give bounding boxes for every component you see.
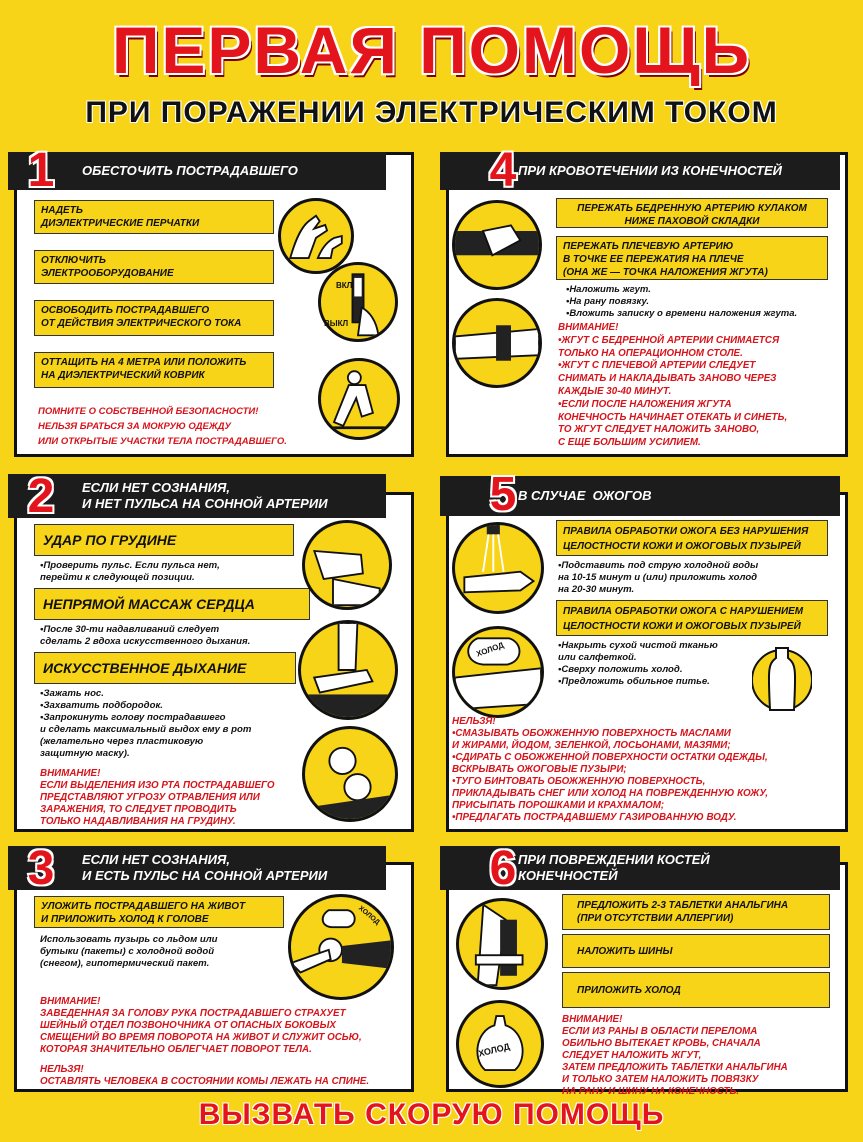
p4-step-brachial: ПЕРЕЖАТЬ ПЛЕЧЕВУЮ АРТЕРИЮ В ТОЧКЕ ЕЕ ПЕРЕЖАТИЯ НА ПЛЕЧЕ (ОНА ЖЕ — ТОЧКА НАЛОЖЕНИЯ ЖГУТА) xyxy=(556,236,828,280)
poster-title: ПЕРВАЯ ПОМОЩЬ xyxy=(111,13,752,87)
chest-thump-icon xyxy=(305,523,389,607)
rescuer-dragging-icon xyxy=(321,361,397,437)
p1-gloves-illustration xyxy=(278,198,354,274)
p2-cpr-text: •После 30-ти надавливаний следует сделать 2 вдоха искусственного дыхания. xyxy=(40,624,251,647)
p3-warning: ВНИМАНИЕ! ЗАВЕДЕННАЯ ЗА ГОЛОВУ РУКА ПОСТРАДАВШЕГО СТРАХУЕТ ШЕЙНЫЙ ОТДЕЛ ПОЗВОНОЧНИКА ОТ ОПАСНЫХ БОКОВЫХ СМЕЩЕНИЙ ВО ВРЕМЯ ПОВОРОТА НА ЖИВОТ И СЛУЖИТ ОСЬЮ, КОТОРАЯ ЗНАЧИТЕЛЬНО ОБЛЕГЧАЕТ ПОВОРОТ ТЕЛА. xyxy=(40,996,362,1055)
p5-water-illustration xyxy=(452,522,544,614)
panel-2-number: 2 xyxy=(27,470,55,523)
p5-bottle-illustration xyxy=(752,640,812,720)
p1-step-switch-off: ОТКЛЮЧИТЬ ЭЛЕКТРООБОРУДОВАНИЕ xyxy=(34,250,274,284)
p1-switch-on-label: ВКЛ xyxy=(336,281,353,290)
panel-1-heading-text: ОБЕСТОЧИТЬ ПОСТРАДАВШЕГО xyxy=(82,163,298,178)
p2-thump-text: •Проверить пульс. Если пульса нет, перейти к следующей позиции. xyxy=(40,560,220,583)
p1-drag-illustration xyxy=(318,358,400,440)
gloves-icon xyxy=(281,201,351,271)
p2-thump-illustration xyxy=(302,520,392,610)
panel-4-heading-text: ПРИ КРОВОТЕЧЕНИИ ИЗ КОНЕЧНОСТЕЙ xyxy=(518,163,782,178)
panel-1-number: 1 xyxy=(27,144,55,197)
p4-instructions: •Наложить жгут. •На рану повязку. •Вложить записку о времени наложения жгута. xyxy=(566,284,798,319)
p2-breathing-illustration xyxy=(302,726,398,822)
mouth-to-mouth-icon xyxy=(305,729,395,819)
panel-3-number: 3 xyxy=(27,842,55,895)
p2-breathing-text: •Зажать нос. •Захватить подбородок. •Запрокинуть голову пострадавшего и сделать максимальный выдох ему в рот (желательно через пластиковую защитную маску). xyxy=(40,688,252,759)
p5-ice-label: ХОЛОД xyxy=(475,640,506,659)
p5-rules-broken: ПРАВИЛА ОБРАБОТКИ ОЖОГА С НАРУШЕНИЕМ ЦЕЛОСТНОСТИ КОЖИ И ОЖОГОВЫХ ПУЗЫРЕЙ xyxy=(556,600,828,636)
p1-step-gloves: НАДЕТЬ ДИЭЛЕКТРИЧЕСКИЕ ПЕРЧАТКИ xyxy=(34,200,274,234)
panel-5-number: 5 xyxy=(489,468,517,521)
p6-splint-illustration xyxy=(456,898,548,990)
p1-warning: ПОМНИТЕ О СОБСТВЕННОЙ БЕЗОПАСНОСТИ! НЕЛЬЗЯ БРАТЬСЯ ЗА МОКРУЮ ОДЕЖДУ ИЛИ ОТКРЫТЫЕ УЧАСТКИ ТЕЛА ПОСТРАДАВШЕГО. xyxy=(38,406,287,447)
p2-warning: ВНИМАНИЕ! ЕСЛИ ВЫДЕЛЕНИЯ ИЗО РТА ПОСТРАДАВШЕГО ПРЕДСТАВЛЯЮТ УГРОЗУ ОТРАВЛЕНИЯ ИЛИ ЗАРАЖЕНИЯ, ТО СЛЕДУЕТ ПРОВОДИТЬ ТОЛЬКО НАДАВЛИВАНИЯ НА ГРУДИНУ. xyxy=(40,768,275,827)
call-ambulance-banner: ВЫЗВАТЬ СКОРУЮ ПОМОЩЬ xyxy=(198,1098,665,1131)
p4-step-femoral: ПЕРЕЖАТЬ БЕДРЕННУЮ АРТЕРИЮ КУЛАКОМ НИЖЕ ПАХОВОЙ СКЛАДКИ xyxy=(556,198,828,228)
p1-switch-off-label: ВЫКЛ xyxy=(324,319,349,328)
splint-icon xyxy=(459,901,545,987)
p6-warning: ВНИМАНИЕ! ЕСЛИ ИЗ РАНЫ В ОБЛАСТИ ПЕРЕЛОМА ОБИЛЬНО ВЫТЕКАЕТ КРОВЬ, СНАЧАЛА СЛЕДУЕТ НАЛОЖИТЬ ЖГУТ, ЗАТЕМ ПРЕДЛОЖИТЬ ТАБЛЕТКИ АНАЛЬГИНА И ТОЛЬКО ЗАТЕМ НАЛОЖИТЬ ПОВЯЗКУ НА РАНУ И ШИНУ НА КОНЕЧНОСТЬ. xyxy=(562,1014,788,1097)
p6-ice-label: ХОЛОД xyxy=(477,1041,511,1059)
panel-2-heading-text: ЕСЛИ НЕТ СОЗНАНИЯ, И НЕТ ПУЛЬСА НА СОННОЙ АРТЕРИИ xyxy=(82,480,328,511)
p3-ice-label: ХОЛОД xyxy=(356,904,381,927)
p4-tourniquet-illustration xyxy=(452,298,542,388)
recovery-position-icon xyxy=(291,897,391,997)
water-bottle-icon xyxy=(752,640,812,720)
p3-step-recovery: УЛОЖИТЬ ПОСТРАДАВШЕГО НА ЖИВОТ И ПРИЛОЖИТЬ ХОЛОД К ГОЛОВЕ xyxy=(34,896,284,928)
p1-switch-illustration xyxy=(318,262,398,342)
panel-3-heading-text: ЕСЛИ НЕТ СОЗНАНИЯ, И ЕСТЬ ПУЛЬС НА СОННОЙ АРТЕРИИ xyxy=(82,852,328,883)
p5-broken-text: •Накрыть сухой чистой тканью или салфеткой. •Сверху положить холод. •Предложить обильное питье. xyxy=(558,640,718,687)
panel-5-heading-text: В СЛУЧАЕ ОЖОГОВ xyxy=(518,488,652,503)
p2-step-cpr: НЕПРЯМОЙ МАССАЖ СЕРДЦА xyxy=(34,588,310,620)
p2-step-rescue-breathing: ИСКУССТВЕННОЕ ДЫХАНИЕ xyxy=(34,652,296,684)
p4-femoral-illustration xyxy=(452,200,542,290)
tourniquet-icon xyxy=(455,301,539,385)
p6-step-analgin: ПРЕДЛОЖИТЬ 2-3 ТАБЛЕТКИ АНАЛЬГИНА (ПРИ ОТСУТСТВИИ АЛЛЕРГИИ) xyxy=(562,894,830,930)
poster-subtitle: ПРИ ПОРАЖЕНИИ ЭЛЕКТРИЧЕСКИМ ТОКОМ xyxy=(85,96,778,129)
p1-step-drag: ОТТАЩИТЬ НА 4 МЕТРА ИЛИ ПОЛОЖИТЬ НА ДИЭЛЕКТРИЧЕСКИЙ КОВРИК xyxy=(34,352,274,388)
p5-rules-intact: ПРАВИЛА ОБРАБОТКИ ОЖОГА БЕЗ НАРУШЕНИЯ ЦЕЛОСТНОСТИ КОЖИ И ОЖОГОВЫХ ПУЗЫРЕЙ xyxy=(556,520,828,556)
p5-intact-text: •Подставить под струю холодной воды на 10-15 минут и (или) приложить холод на 20-30 минут. xyxy=(558,560,759,595)
panel-4-number: 4 xyxy=(489,144,517,197)
cpr-hands-icon xyxy=(301,623,395,717)
p3-cold-text: Использовать пузырь со льдом или бутыки (пакеты) с холодной водой (снегом), гипотермический пакет. xyxy=(40,934,218,969)
panel-6-number: 6 xyxy=(489,842,517,895)
p3-recovery-illustration xyxy=(288,894,394,1000)
p6-step-splint: НАЛОЖИТЬ ШИНЫ xyxy=(562,934,830,968)
p4-warning: ВНИМАНИЕ! •ЖГУТ С БЕДРЕННОЙ АРТЕРИИ СНИМАЕТСЯ ТОЛЬКО НА ОПЕРАЦИОННОМ СТОЛЕ. •ЖГУТ С ПЛЕЧЕВОЙ АРТЕРИИ СЛЕДУЕТ СНИМАТЬ И НАКЛАДЫВАТЬ ЗАНОВО ЧЕРЕЗ КАЖДЫЕ 30-40 МИНУТ. •ЕСЛИ ПОСЛЕ НАЛОЖЕНИЯ ЖГУТА КОНЕЧНОСТЬ НАЧИНАЕТ ОТЕКАТЬ И СИНЕТЬ, ТО ЖГУТ СЛЕДУЕТ НАЛОЖИТЬ ЗАНОВО, С ЕЩЕ БОЛЬШИМ УСИЛИЕМ. xyxy=(558,322,788,449)
femoral-artery-press-icon xyxy=(455,203,539,287)
p3-forbidden: НЕЛЬЗЯ! ОСТАВЛЯТЬ ЧЕЛОВЕКА В СОСТОЯНИИ КОМЫ ЛЕЖАТЬ НА СПИНЕ. xyxy=(40,1064,370,1087)
p2-step-chest-thump: УДАР ПО ГРУДИНЕ xyxy=(34,524,294,556)
p2-cpr-illustration xyxy=(298,620,398,720)
p6-step-cold: ПРИЛОЖИТЬ ХОЛОД xyxy=(562,972,830,1008)
p5-warning: НЕЛЬЗЯ! •СМАЗЫВАТЬ ОБОЖЖЕННУЮ ПОВЕРХНОСТЬ МАСЛАМИ И ЖИРАМИ, ЙОДОМ, ЗЕЛЕНКОЙ, ЛОСЬОНАМИ, МАЗЯМИ; •СДИРАТЬ С ОБОЖЖЕННОЙ ПОВЕРХНОСТИ ОСТАТКИ ОДЕЖДЫ, ВСКРЫВАТЬ ОЖОГОВЫЕ ПУЗЫРИ; •ТУГО БИНТОВАТЬ ОБОЖЖЕННУЮ ПОВЕРХНОСТЬ, ПРИКЛАДЫВАТЬ СНЕГ ИЛИ ХОЛОД НА ПОВРЕЖДЕННУЮ КОЖУ, ПРИСЫПАТЬ ПОРОШКАМИ И КРАХМАЛОМ; •ПРЕДЛАГАТЬ ПОСТРАДАВШЕМУ ГАЗИРОВАННУЮ ВОДУ. xyxy=(452,716,768,823)
p1-step-release: ОСВОБОДИТЬ ПОСТРАДАВШЕГО ОТ ДЕЙСТВИЯ ЭЛЕКТРИЧЕСКОГО ТОКА xyxy=(34,300,274,336)
panel-6-heading-text: ПРИ ПОВРЕЖДЕНИИ КОСТЕЙ КОНЕЧНОСТЕЙ xyxy=(518,852,710,883)
water-stream-icon xyxy=(455,525,541,611)
